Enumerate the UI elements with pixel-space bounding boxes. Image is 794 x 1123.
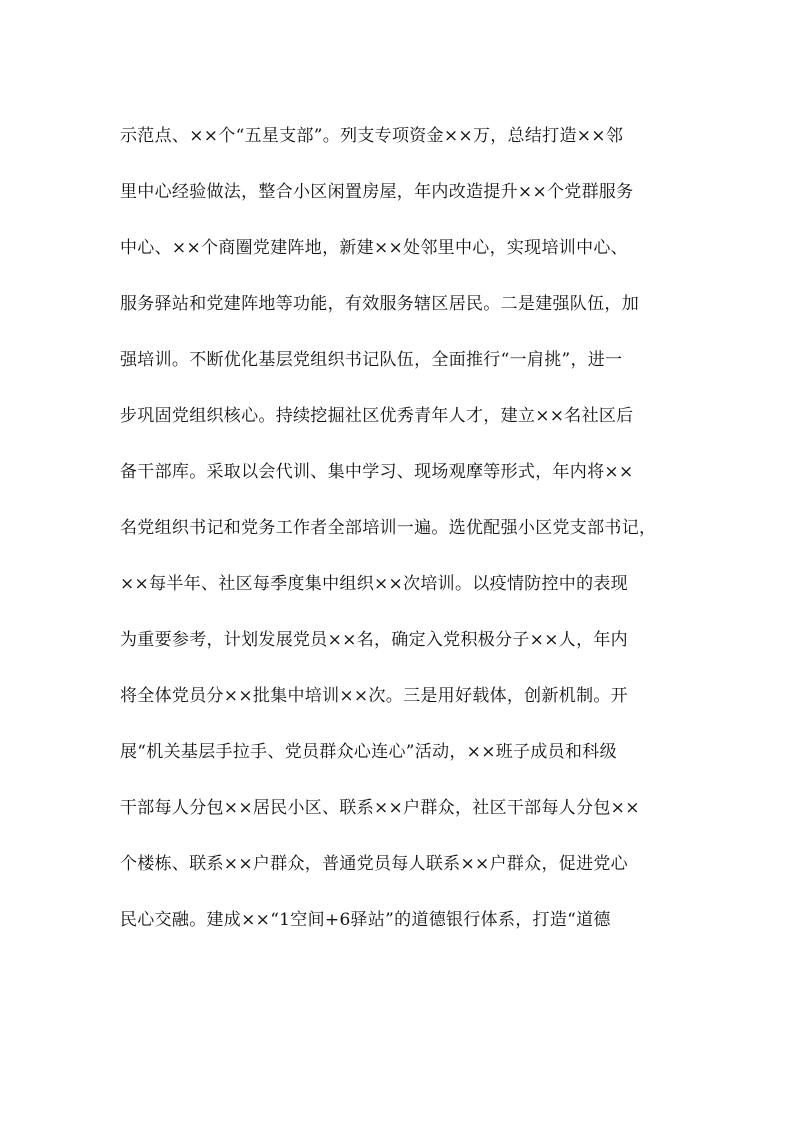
body-text — [120, 108, 680, 948]
text-line: 名党组织书记和党务工作者全部培训一遍。选优配强小区党支部书记， — [120, 518, 657, 538]
text-line: 强培训。不断优化基层党组织书记队伍，全面推行“一肩挑”，进一 — [120, 350, 623, 370]
text-line: 里中心经验做法，整合小区闲置房屋，年内改造提升××个党群服务 — [120, 182, 634, 202]
text-line: 步巩固党组织核心。持续挖掘社区优秀青年人才，建立××名社区后 — [120, 406, 634, 426]
text-line: 为重要参考，计划发展党员××名，确定入党积极分子××人，年内 — [120, 630, 628, 650]
text-line: 干部每人分包××居民小区、联系××户群众，社区干部每人分包×× — [120, 798, 640, 818]
text-line: 中心、××个商圈党建阵地，新建××处邻里中心，实现培训中心、 — [120, 238, 628, 258]
text-line: 服务驿站和党建阵地等功能，有效服务辖区居民。二是建强队伍，加 — [120, 294, 639, 314]
text-line: 展“机关基层手拉手、党员群众心连心”活动，××班子成员和科级 — [120, 742, 617, 762]
text-line: 备干部库。采取以会代训、集中学习、现场观摩等形式，年内将×× — [120, 462, 634, 482]
text-line: ××每半年、社区每季度集中组织××次培训。以疫情防控中的表现 — [120, 574, 628, 594]
text-line: 民心交融。建成××“1空间+6驿站”的道德银行体系，打造“道德 — [120, 910, 611, 930]
text-line: 示范点、××个“五星支部”。列支专项资金××万，总结打造××邻 — [120, 126, 624, 146]
text-line: 将全体党员分××批集中培训××次。三是用好载体，创新机制。开 — [120, 686, 628, 706]
text-line: 个楼栋、联系××户群众，普通党员每人联系××户群众，促进党心 — [120, 854, 628, 874]
